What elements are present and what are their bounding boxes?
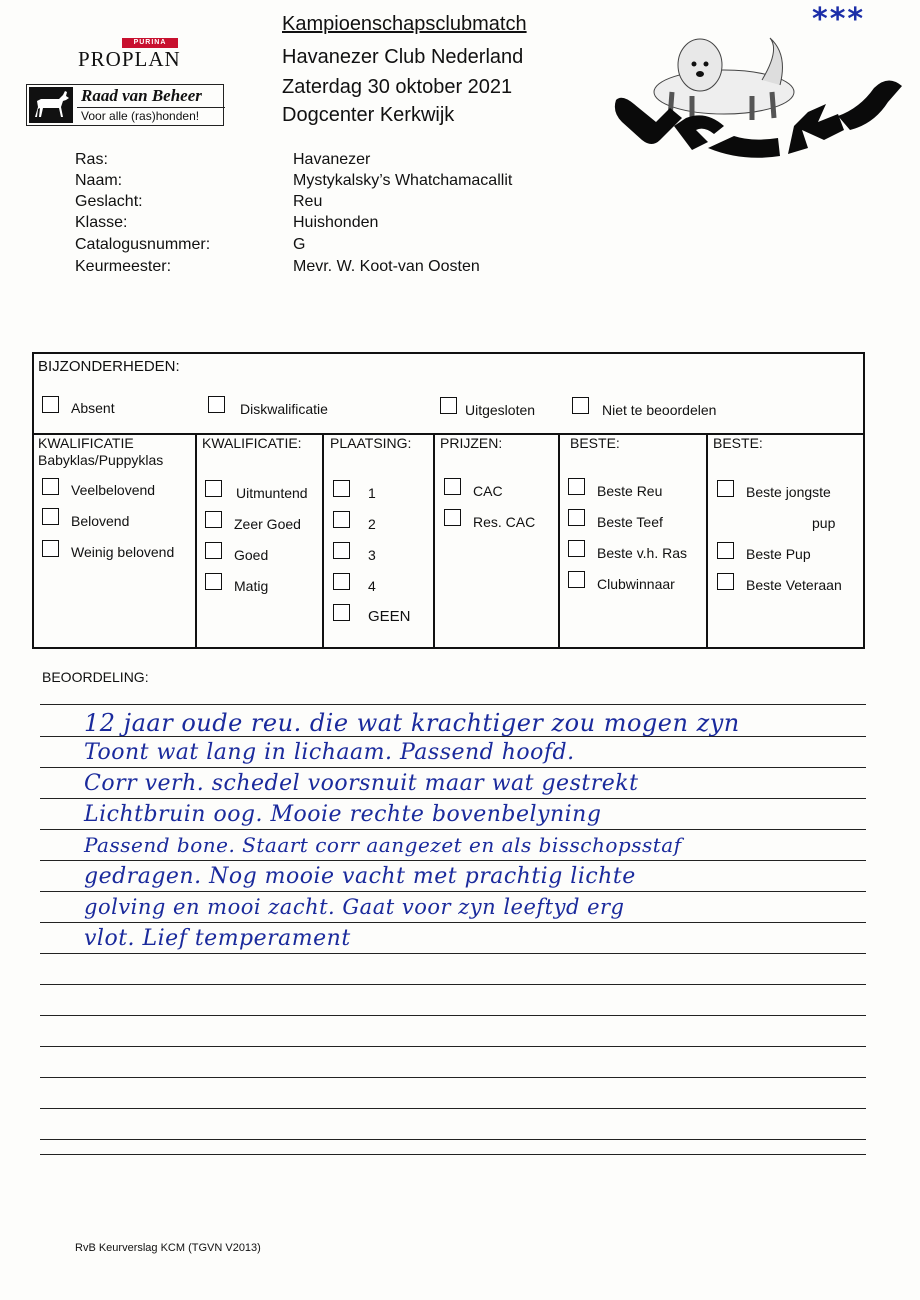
niet-te-beoordelen-checkbox[interactable] [572,397,589,414]
detail-label: Catalogusnummer: [75,236,211,253]
checkbox-label: pup [812,515,836,531]
plaatsing-1-checkbox[interactable] [333,480,350,497]
clubwinnaar-checkbox[interactable] [568,571,585,588]
checkbox-label: 4 [368,578,376,594]
handwritten-line: golving en mooi zacht. Gaat voor zyn leeftyd erg [84,895,625,919]
divider [706,433,708,647]
detail-value: Reu [293,193,323,210]
checkbox-label: 3 [368,547,376,563]
checkbox-label: Clubwinnaar [597,576,675,592]
checkbox-label: Beste v.h. Ras [597,545,688,561]
checkbox-label: Uitmuntend [236,485,308,501]
plaatsing-3-checkbox[interactable] [333,542,350,559]
checkbox-label: Absent [71,400,115,416]
beste-jongste-pup-checkbox[interactable] [717,480,734,497]
divider [558,433,560,647]
detail-label: Geslacht: [75,193,143,210]
beste-teef-checkbox[interactable] [568,509,585,526]
checkbox-label: Matig [234,578,269,594]
handwritten-line: Toont wat lang in lichaam. Passend hoofd. [84,740,575,765]
matig-checkbox[interactable] [205,573,222,590]
ruled-line [40,767,866,768]
handwritten-stars: *** [812,2,866,37]
handwritten-line: Corr verh. schedel voorsnuit maar wat gestrekt [84,771,639,796]
ruled-line [40,1077,866,1078]
plaatsing-geen-checkbox[interactable] [333,604,350,621]
detail-label: Naam: [75,172,123,189]
event-date: Zaterdag 30 oktober 2021 [282,76,513,98]
detail-value: Huishonden [293,214,379,231]
plaatsing-2-checkbox[interactable] [333,511,350,528]
column-subheader: Babyklas/Puppyklas [38,452,164,468]
club-name: Havanezer Club Nederland [282,46,524,68]
checkbox-label: Veelbelovend [71,482,156,498]
checkbox-label: Res. CAC [473,514,536,530]
checkbox-label: Beste Veteraan [746,577,842,593]
ruled-line [40,829,866,830]
absent-checkbox[interactable] [42,396,59,413]
checkbox-label: Belovend [71,513,130,529]
page-title: Kampioenschapsclubmatch [282,13,527,35]
checkbox-label: Niet te beoordelen [602,402,717,418]
column-header-plaatsing: PLAATSING: [330,435,412,451]
detail-label: Ras: [75,151,108,168]
detail-value: Mevr. W. Koot-van Oosten [293,258,480,275]
column-header-kwalificatie: KWALIFICATIE: [202,435,302,451]
checkbox-label: Beste Teef [597,514,663,530]
havanese-dog-icon [654,38,794,120]
veelbelovend-checkbox[interactable] [42,478,59,495]
ruled-line [40,1046,866,1047]
ruled-line [40,953,866,954]
ruled-line [40,1139,866,1140]
checkbox-label: Beste Reu [597,483,663,499]
column-header-beste: BESTE: [570,435,620,451]
detail-value: Havanezer [293,151,371,168]
detail-value: G [293,236,306,253]
plaatsing-4-checkbox[interactable] [333,573,350,590]
handwritten-line: 12 jaar oude reu. die wat krachtiger zou mogen zyn [84,709,740,737]
ruled-line [40,1015,866,1016]
handwritten-line: vlot. Lief temperament [84,926,351,951]
uitgesloten-checkbox[interactable] [440,397,457,414]
handwritten-line: gedragen. Nog mooie vacht met prachtig lichte [84,864,636,889]
event-venue: Dogcenter Kerkwijk [282,104,455,126]
checkbox-label: 1 [368,485,376,501]
column-header-kwalificatie-baby: KWALIFICATIE [38,435,134,451]
divider [195,433,197,647]
proplan-logo: PROPLAN [78,47,181,71]
ruled-line [40,1108,866,1109]
beste-veteraan-checkbox[interactable] [717,573,734,590]
diskwalificatie-checkbox[interactable] [208,396,225,413]
hcn-club-logo [612,30,904,160]
checkbox-label: 2 [368,516,376,532]
beoordeling-title: BEOORDELING: [42,669,149,685]
beste-vh-ras-checkbox[interactable] [568,540,585,557]
detail-label: Klasse: [75,214,128,231]
dog-silhouette-icon [29,87,73,123]
checkbox-label: Weinig belovend [71,544,175,560]
ruled-line [40,860,866,861]
checkbox-label: Goed [234,547,269,563]
handwritten-line: Lichtbruin oog. Mooie rechte bovenbelyning [84,802,602,827]
checkbox-label: Diskwalificatie [240,401,328,417]
zeer-goed-checkbox[interactable] [205,511,222,528]
form-footer: RvB Keurverslag KCM (TGVN V2013) [75,1242,261,1254]
detail-value: Mystykalsky’s Whatchamacallit [293,172,513,189]
checkbox-label: Uitgesloten [465,402,536,418]
divider [433,433,435,647]
ruled-line [40,798,866,799]
ruled-line [40,922,866,923]
ruled-line [40,984,866,985]
divider [322,433,324,647]
belovend-checkbox[interactable] [42,508,59,525]
beste-reu-checkbox[interactable] [568,478,585,495]
checkbox-label: Zeer Goed [234,516,301,532]
handwritten-line: Passend bone. Staart corr aangezet en als bisschopsstaf [84,833,682,857]
detail-label: Keurmeester: [75,258,172,275]
beste-pup-checkbox[interactable] [717,542,734,559]
bijzonderheden-title: BIJZONDERHEDEN: [38,358,180,375]
weinig-belovend-checkbox[interactable] [42,540,59,557]
raad-van-beheer-logo [26,84,224,126]
checkbox-label: GEEN [368,608,411,625]
ruled-line [40,704,866,705]
rvb-subtitle: Voor alle (ras)honden! [77,107,225,123]
purina-logo: PURINA [122,38,178,48]
column-header-beste-2: BESTE: [713,435,763,451]
uitmuntend-checkbox[interactable] [205,480,222,497]
res-cac-checkbox[interactable] [444,509,461,526]
ruled-line [40,1154,866,1155]
checkbox-label: CAC [473,483,503,499]
goed-checkbox[interactable] [205,542,222,559]
checkbox-label: Beste jongste [746,484,831,500]
rvb-title: Raad van Beheer [81,86,202,105]
checkbox-label: Beste Pup [746,546,811,562]
ruled-line [40,891,866,892]
cac-checkbox[interactable] [444,478,461,495]
column-header-prijzen: PRIJZEN: [440,435,503,451]
